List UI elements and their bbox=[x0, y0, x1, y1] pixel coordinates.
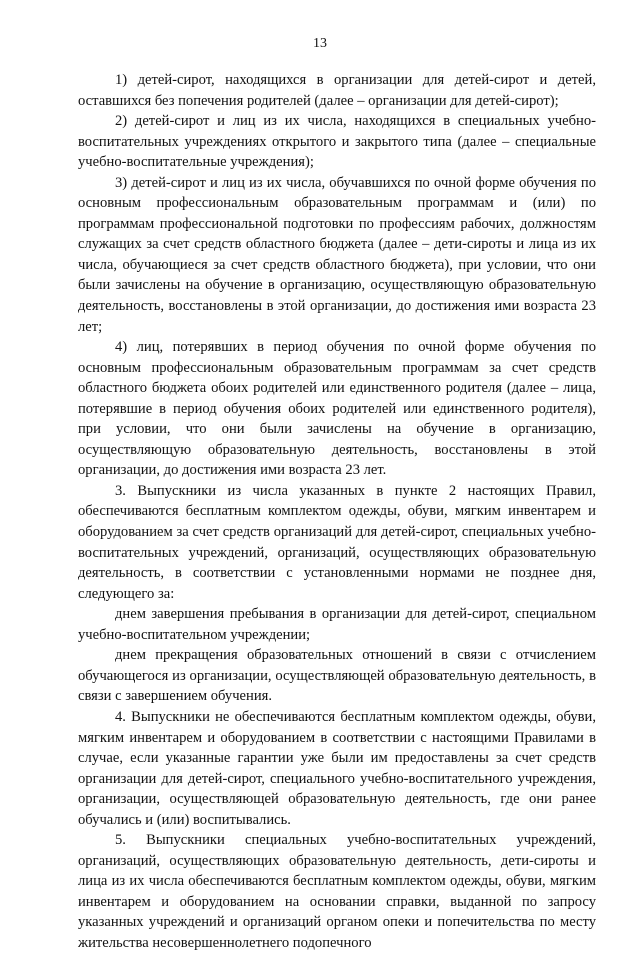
paragraph-clause-3: 3. Выпускники из числа указанных в пункте 2 настоящих Правил, обеспечиваются бесплатным комплектом одежды, обуви, мягким инвентарем и оборудованием за счет средств организаций для детей-сирот, специальных учебно-воспитательных учреждений, организаций, осуществляющих образовательную деятельность, в соответствии с установленными нормами не позднее дня, следующего за: bbox=[78, 482, 596, 602]
paragraph-item-2: 2) детей-сирот и лиц из их числа, находящихся в специальных учебно-воспитательных учреждениях открытого и закрытого типа (далее – специальные учебно-воспитательные учреждения); bbox=[78, 113, 596, 171]
paragraph-clause-5: 5. Выпускники специальных учебно-воспитательных учреждений, организаций, осуществляющих образовательную деятельность, дети-сироты и лица из их числа обеспечиваются бесплатным комплектом одежды, обуви, мягким инвентарем и оборудованием на основании справки, выданной по запросу указанных учреждений и организаций органом опеки и попечительства по месту жительства несовершеннолетнего подопечного bbox=[78, 832, 596, 951]
paragraph-clause-3-case-2: днем прекращения образовательных отношений в связи с отчислением обучающегося из организации, осуществляющей образовательную деятельность, в связи с завершением обучения. bbox=[78, 647, 596, 705]
paragraph-clause-3-case-1: днем завершения пребывания в организации для детей-сирот, специальном учебно-воспитательном учреждении; bbox=[78, 606, 596, 643]
paragraph-clause-4: 4. Выпускники не обеспечиваются бесплатным комплектом одежды, обуви, мягким инвентарем и оборудованием в соответствии с настоящими Правилами в случае, если указанные гарантии уже были им предоставлены за счет средств организации для детей-сирот, специального учебно-воспитательного учреждения, организации, осуществляющей образовательную деятельность, где они ранее обучались и (или) воспитывались. bbox=[78, 708, 596, 828]
document-body bbox=[78, 70, 596, 954]
paragraph-item-1: 1) детей-сирот, находящихся в организации для детей-сирот и детей, оставшихся без попечения родителей (далее – организации для детей-сирот); bbox=[78, 72, 596, 109]
page-number: 13 bbox=[313, 36, 327, 51]
paragraph-item-3: 3) детей-сирот и лиц из их числа, обучавшихся по очной форме обучения по основным профессиональным образовательным программам и (или) по программам профессиональной подготовки по профессиям рабочих, должностям служащих за счет средств областного бюджета (далее – дети-сироты и лица из их числа, обучающиеся за счет средств областного бюджета), при условии, что они были зачислены на обучение в организацию, осуществляющую образовательную деятельность, восстановлены в этой организации, до достижения ими возраста 23 лет; bbox=[78, 174, 596, 335]
paragraph-item-4: 4) лиц, потерявших в период обучения по очной форме обучения по основным профессиональным образовательным программам за счет средств областного бюджета обоих родителей или единственного родителя (далее – лица, потерявшие в период обучения обоих родителей или единственного родителя), при условии, что они были зачислены на обучение в организацию, осуществляющую образовательную деятельность, восстановлены в этой организации, до достижения ими возраста 23 лет. bbox=[78, 339, 596, 479]
